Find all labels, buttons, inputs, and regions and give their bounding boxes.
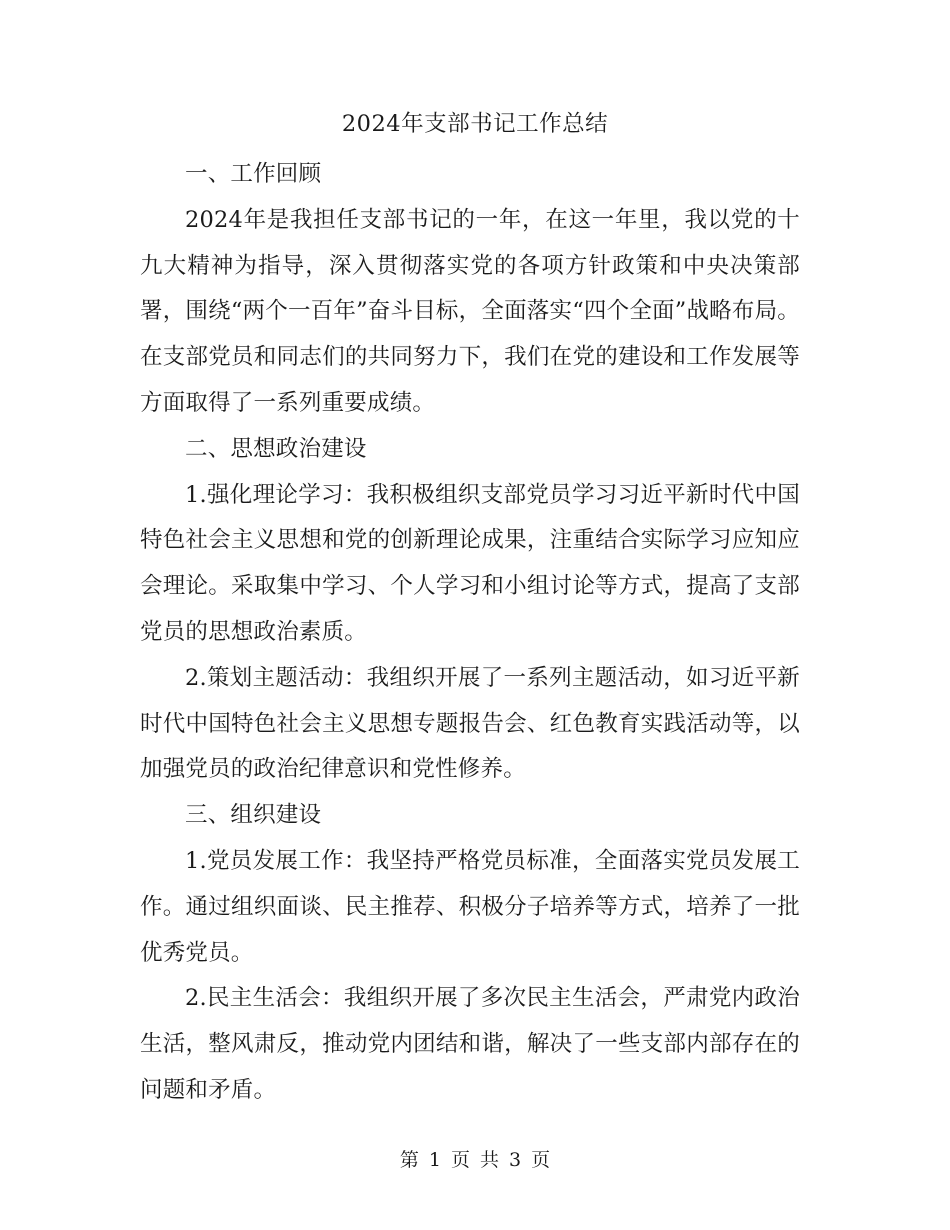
- paragraph-theme-activities: 2.策划主题活动：我组织开展了一系列主题活动，如习近平新时代中国特色社会主义思想专题报告会、红色教育实践活动等，以加强党员的政治纪律意识和党性修养。: [140, 664, 800, 783]
- section-heading-organization-building: 三、组织建设: [185, 802, 322, 829]
- document-body: [140, 152, 800, 1114]
- section-heading-work-review: 一、工作回顾: [185, 161, 322, 187]
- paragraph-democratic-life-meeting: 2.民主生活会：我组织开展了多次民主生活会，严肃党内政治生活，整风肃反，推动党内团结和谐，解决了一些支部内部存在的问题和矛盾。: [140, 985, 800, 1103]
- section-heading-ideological-building: 二、思想政治建设: [185, 435, 367, 462]
- page-number-footer: 第 1 页 共 3 页: [399, 1149, 551, 1171]
- paragraph-member-development: 1.党员发展工作：我坚持严格党员标准，全面落实党员发展工作。通过组织面谈、民主推荐、积极分子培养等方式，培养了一批优秀党员。: [140, 847, 800, 966]
- document-title: 2024年支部书记工作总结: [341, 111, 609, 137]
- paragraph-work-review: 2024年是我担任支部书记的一年，在这一年里，我以党的十九大精神为指导，深入贯彻落实党的各项方针政策和中央决策部署，围绕“两个一百年”奋斗目标，全面落实“四个全面”战略布局。在支部党员和同志们的共同努力下，我们在党的建设和工作发展等方面取得了一系列重要成绩。: [140, 206, 800, 416]
- paragraph-theory-study: 1.强化理论学习：我积极组织支部党员学习习近平新时代中国特色社会主义思想和党的创新理论成果，注重结合实际学习应知应会理论。采取集中学习、个人学习和小组讨论等方式，提高了支部党员的思想政治素质。: [140, 481, 800, 645]
